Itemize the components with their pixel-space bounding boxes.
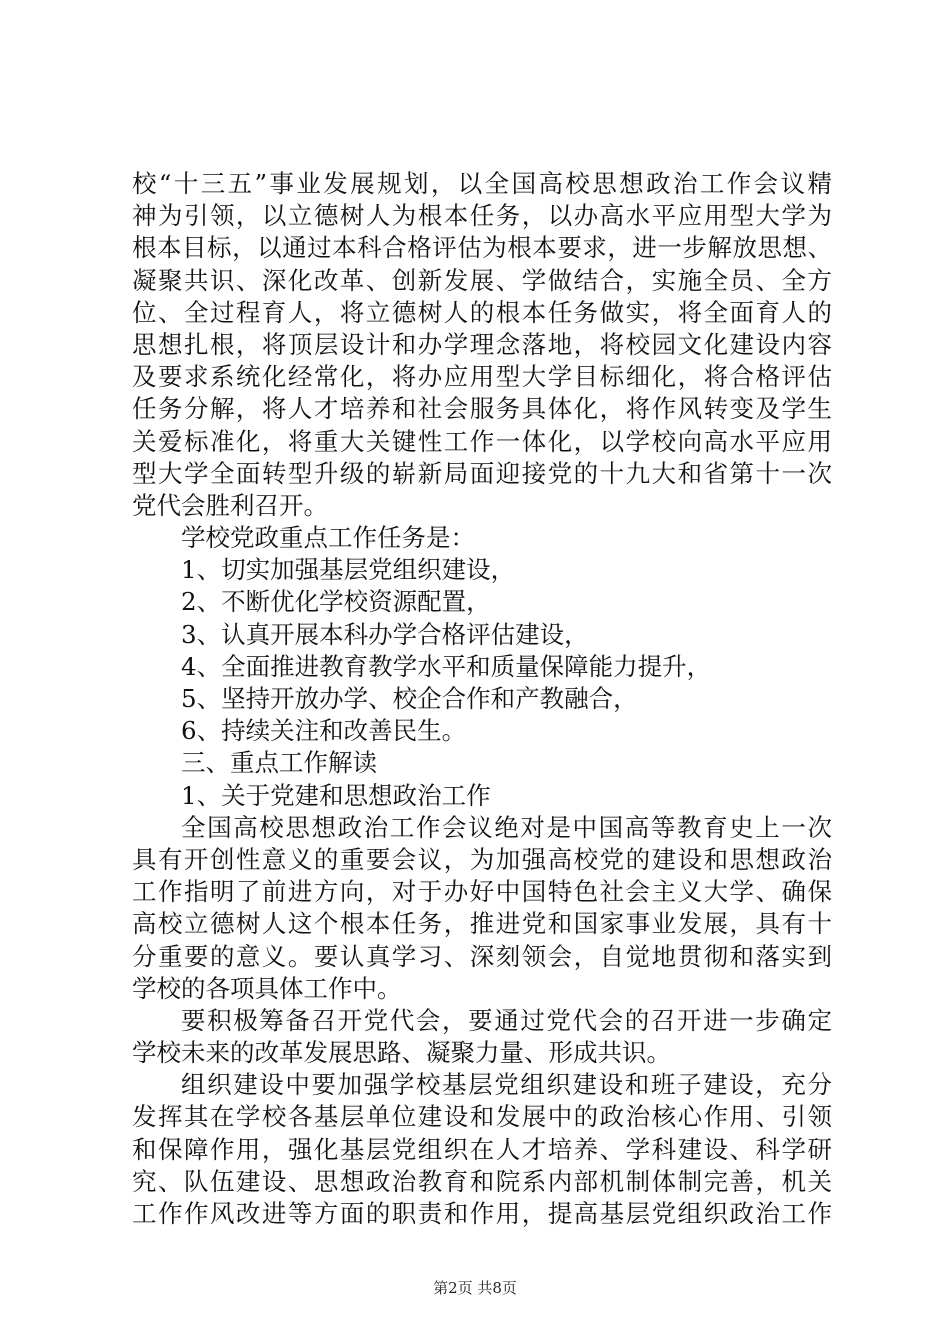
text-line: 要积极筹备召开党代会，要通过党代会的召开进一步确定 — [181, 1005, 832, 1035]
text-line: 发挥其在学校各基层单位建设和发展中的政治核心作用、引领 — [132, 1102, 832, 1132]
text-line: 凝聚共识、深化改革、创新发展、学做结合，实施全员、全方 — [132, 265, 832, 295]
text-line: 和保障作用，强化基层党组织在人才培养、学科建设、科学研 — [132, 1134, 832, 1164]
text-line: 组织建设中要加强学校基层党组织建设和班子建设，充分 — [181, 1070, 832, 1100]
page-number-footer: 第2页 共8页 — [433, 1279, 517, 1297]
text-line: 关爱标准化，将重大关键性工作一体化，以学校向高水平应用 — [132, 426, 832, 456]
text-line: 任务分解，将人才培养和社会服务具体化，将作风转变及学生 — [132, 394, 832, 424]
text-line: 学校党政重点工作任务是： — [181, 523, 475, 553]
text-line: 三、重点工作解读 — [181, 748, 377, 778]
text-line: 4、全面推进教育教学水平和质量保障能力提升， — [181, 651, 712, 681]
text-line: 校“十三五”事业发展规划，以全国高校思想政治工作会议精 — [132, 169, 832, 198]
text-line: 具有开创性意义的重要会议，为加强高校党的建设和思想政治 — [132, 844, 832, 874]
text-line: 型大学全面转型升级的崭新局面迎接党的十九大和省第十一次 — [132, 458, 832, 488]
text-line: 位、全过程育人，将立德树人的根本任务做实，将全面育人的 — [132, 297, 832, 327]
text-line: 5、坚持开放办学、校企合作和产教融合， — [181, 684, 638, 713]
document-body — [132, 168, 832, 1230]
text-line: 工作指明了前进方向，对于办好中国特色社会主义大学、确保 — [132, 877, 832, 907]
text-line: 6、持续关注和改善民生。 — [181, 716, 467, 746]
text-line: 分重要的意义。要认真学习、深刻领会，自觉地贯彻和落实到 — [132, 941, 832, 971]
text-line: 高校立德树人这个根本任务，推进党和国家事业发展，具有十 — [132, 909, 832, 939]
text-line: 1、切实加强基层党组织建设， — [181, 555, 516, 585]
text-line: 3、认真开展本科办学合格评估建设， — [181, 619, 589, 649]
text-line: 2、不断优化学校资源配置， — [181, 587, 491, 617]
text-line: 根本目标，以通过本科合格评估为根本要求，进一步解放思想、 — [132, 233, 832, 263]
text-line: 思想扎根，将顶层设计和办学理念落地，将校园文化建设内容 — [132, 329, 832, 359]
text-line: 究、队伍建设、思想政治教育和院系内部机制体制完善，机关 — [132, 1166, 832, 1196]
text-line: 及要求系统化经常化，将办应用型大学目标细化，将合格评估 — [132, 362, 832, 392]
text-line: 学校的各项具体工作中。 — [132, 973, 402, 1003]
text-line: 全国高校思想政治工作会议绝对是中国高等教育史上一次 — [181, 812, 832, 842]
text-line: 1、关于党建和思想政治工作 — [181, 780, 491, 810]
text-line: 工作作风改进等方面的职责和作用，提高基层党组织政治工作 — [132, 1199, 832, 1228]
text-line: 神为引领，以立德树人为根本任务，以办高水平应用型大学为 — [132, 201, 832, 231]
text-line: 党代会胜利召开。 — [132, 490, 328, 520]
text-line: 学校未来的改革发展思路、凝聚力量、形成共识。 — [132, 1038, 671, 1068]
